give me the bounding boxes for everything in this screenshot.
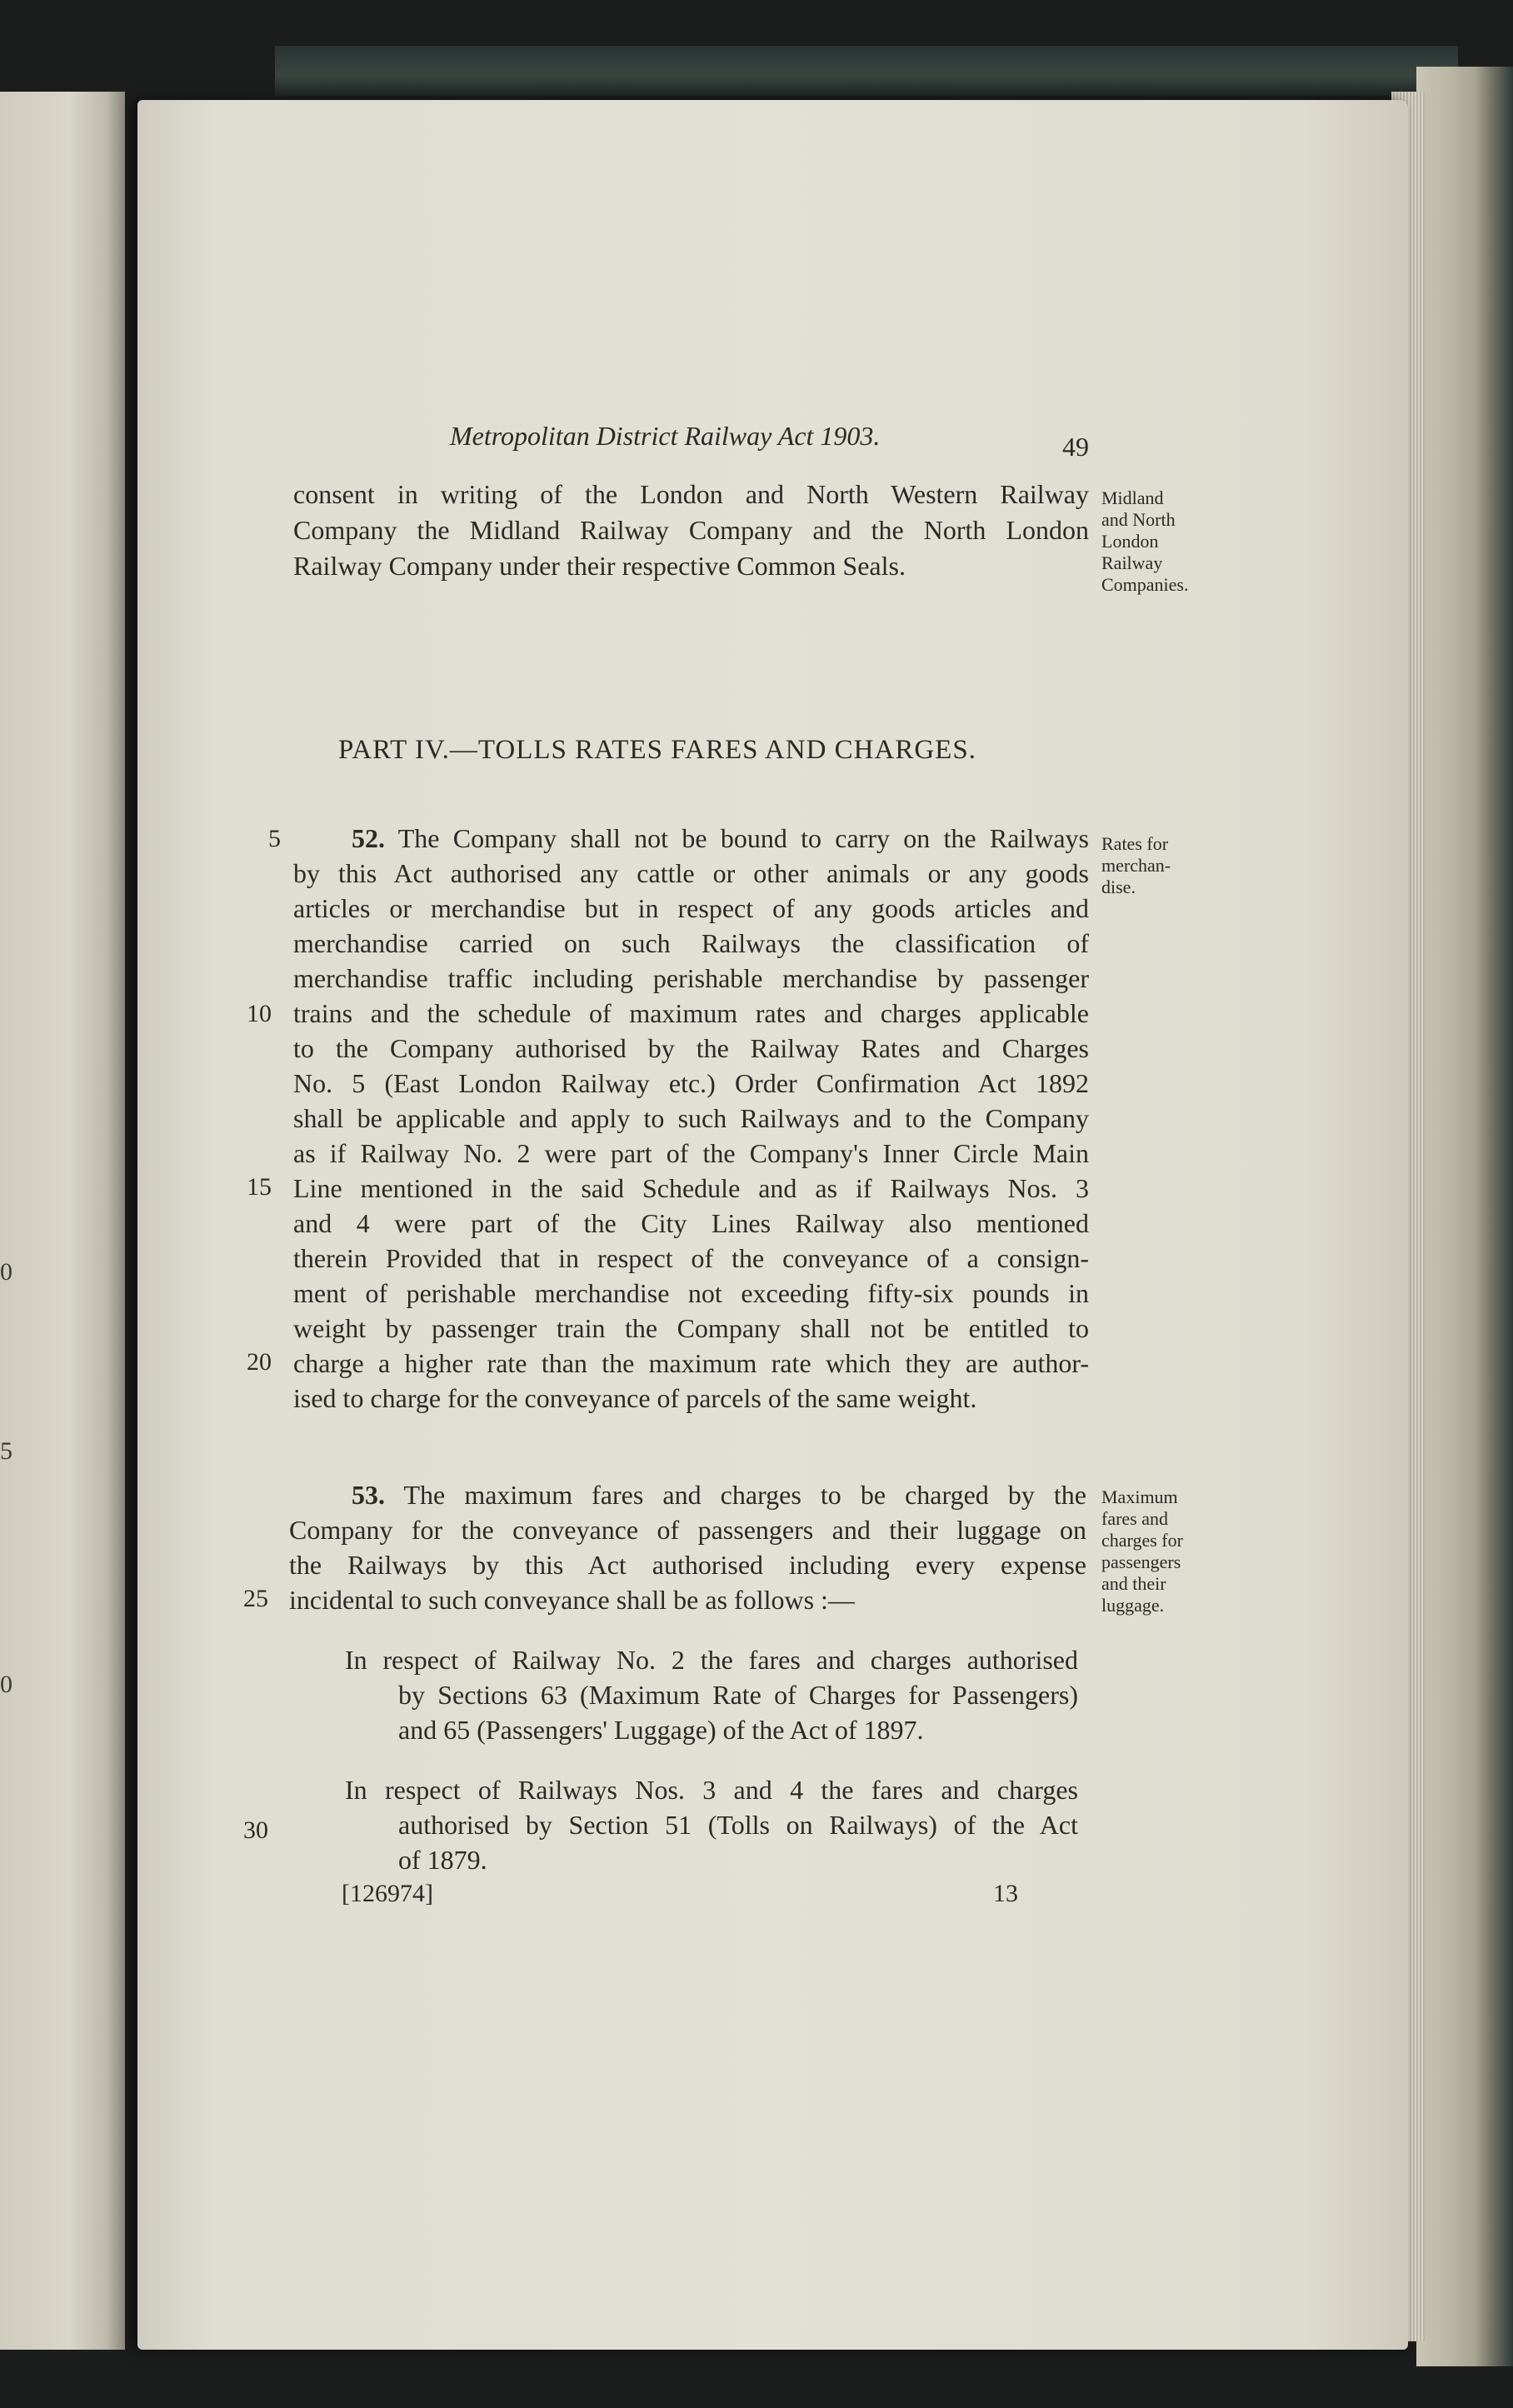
- section-number: 52.: [352, 823, 385, 853]
- facing-page-line-number: 0: [0, 1258, 12, 1286]
- print-reference: [126974]: [342, 1880, 433, 1907]
- facing-page: [0, 92, 125, 2350]
- section-52-line: weight by passenger train the Company shall not be entitled to: [293, 1313, 1089, 1343]
- line-number: 15: [247, 1173, 272, 1201]
- section-52-line: ised to charge for the conveyance of parcels of the same weight.: [293, 1383, 977, 1413]
- section-52-line: merchandise traffic including perishable merchandise by passenger: [293, 963, 1089, 993]
- facing-page-line-number: 0: [0, 1671, 12, 1698]
- side-note-line: Railway: [1101, 552, 1163, 573]
- line-number: 20: [247, 1348, 272, 1376]
- side-note-rates: [1101, 833, 1171, 898]
- section-52-line: No. 5 (East London Railway etc.) Order Confirmation Act 1892: [293, 1068, 1089, 1098]
- side-note-line: fares and: [1101, 1508, 1169, 1529]
- section-number: 53.: [352, 1480, 385, 1510]
- section-52-line: Line mentioned in the said Schedule and as if Railways Nos. 3: [293, 1173, 1089, 1203]
- side-note-line: Midland: [1101, 487, 1164, 508]
- side-note-line: dise.: [1101, 877, 1136, 897]
- line-number: 25: [243, 1585, 268, 1612]
- side-note-line: luggage.: [1101, 1595, 1165, 1616]
- section-52-line: shall be applicable and apply to such Railways and to the Company: [293, 1103, 1089, 1133]
- side-note-line: merchan-: [1101, 855, 1171, 876]
- side-note-line: passengers: [1101, 1551, 1181, 1572]
- line-number: 30: [243, 1816, 268, 1844]
- side-note-line: London: [1101, 531, 1159, 552]
- side-note-maximum-fares: [1101, 1486, 1183, 1616]
- side-note-line: Companies.: [1101, 574, 1189, 595]
- intro-line: Company the Midland Railway Company and the North London: [293, 515, 1089, 545]
- side-note-line: and their: [1101, 1573, 1166, 1594]
- part-heading: PART IV.—TOLLS RATES FARES AND CHARGES.: [338, 735, 976, 765]
- section-52-line: ment of perishable merchandise not exceeding fifty-six pounds in: [293, 1278, 1089, 1308]
- schedule-item-railway-2: In respect of Railway No. 2 the fares and charges authorised: [345, 1645, 1078, 1675]
- schedule-item-line: of 1879.: [398, 1845, 487, 1875]
- section-52-line: merchandise carried on such Railways the classification of: [293, 928, 1089, 958]
- section-52-line: and 4 were part of the City Lines Railway also mentioned: [293, 1208, 1089, 1238]
- line-number: 5: [268, 825, 281, 852]
- section-text: The maximum fares and charges to be charged by the: [403, 1480, 1087, 1510]
- signature-mark: 13: [993, 1880, 1018, 1907]
- side-note-line: Rates for: [1101, 833, 1169, 854]
- schedule-item-line: authorised by Section 51 (Tolls on Railways) of the Act: [398, 1810, 1078, 1840]
- section-53-line: Company for the conveyance of passengers and their luggage on: [289, 1515, 1086, 1545]
- section-53-line: the Railways by this Act authorised including every expense: [289, 1550, 1086, 1580]
- running-header-title: Metropolitan District Railway Act 1903.: [450, 421, 881, 451]
- section-52-first-line: [352, 823, 1089, 854]
- side-note-line: Maximum: [1101, 1486, 1178, 1507]
- intro-line: Railway Company under their respective Common Seals.: [293, 551, 906, 581]
- section-52-line: charge a higher rate than the maximum rate which they are author-: [293, 1348, 1089, 1378]
- section-52-line: therein Provided that in respect of the conveyance of a consign-: [293, 1243, 1089, 1273]
- schedule-item-line: and 65 (Passengers' Luggage) of the Act of 1897.: [398, 1715, 924, 1745]
- section-52-line: as if Railway No. 2 were part of the Company's Inner Circle Main: [293, 1138, 1089, 1168]
- side-note-line: charges for: [1101, 1530, 1183, 1551]
- side-note-midland: [1101, 487, 1189, 596]
- book-binding: [275, 46, 1458, 96]
- section-text: The Company shall not be bound to carry on the Railways: [397, 823, 1090, 853]
- section-52-line: articles or merchandise but in respect of any goods articles and: [293, 893, 1089, 923]
- section-52-line: trains and the schedule of maximum rates and charges applicable: [293, 998, 1089, 1028]
- section-52-line: to the Company authorised by the Railway Rates and Charges: [293, 1033, 1089, 1063]
- facing-page-line-number: 5: [0, 1437, 12, 1465]
- section-52-line: by this Act authorised any cattle or other animals or any goods: [293, 858, 1089, 888]
- page-number: 49: [1062, 432, 1089, 462]
- schedule-item-railways-3-4: In respect of Railways Nos. 3 and 4 the fares and charges: [345, 1775, 1078, 1805]
- schedule-item-line: by Sections 63 (Maximum Rate of Charges for Passengers): [398, 1680, 1078, 1710]
- book-cover-board: [1416, 67, 1513, 2366]
- line-number: 10: [247, 1000, 272, 1027]
- section-53-line: incidental to such conveyance shall be as follows :—: [289, 1585, 855, 1615]
- side-note-line: and North: [1101, 509, 1176, 530]
- section-53-first-line: [352, 1480, 1086, 1511]
- intro-line: consent in writing of the London and North Western Railway: [293, 479, 1089, 509]
